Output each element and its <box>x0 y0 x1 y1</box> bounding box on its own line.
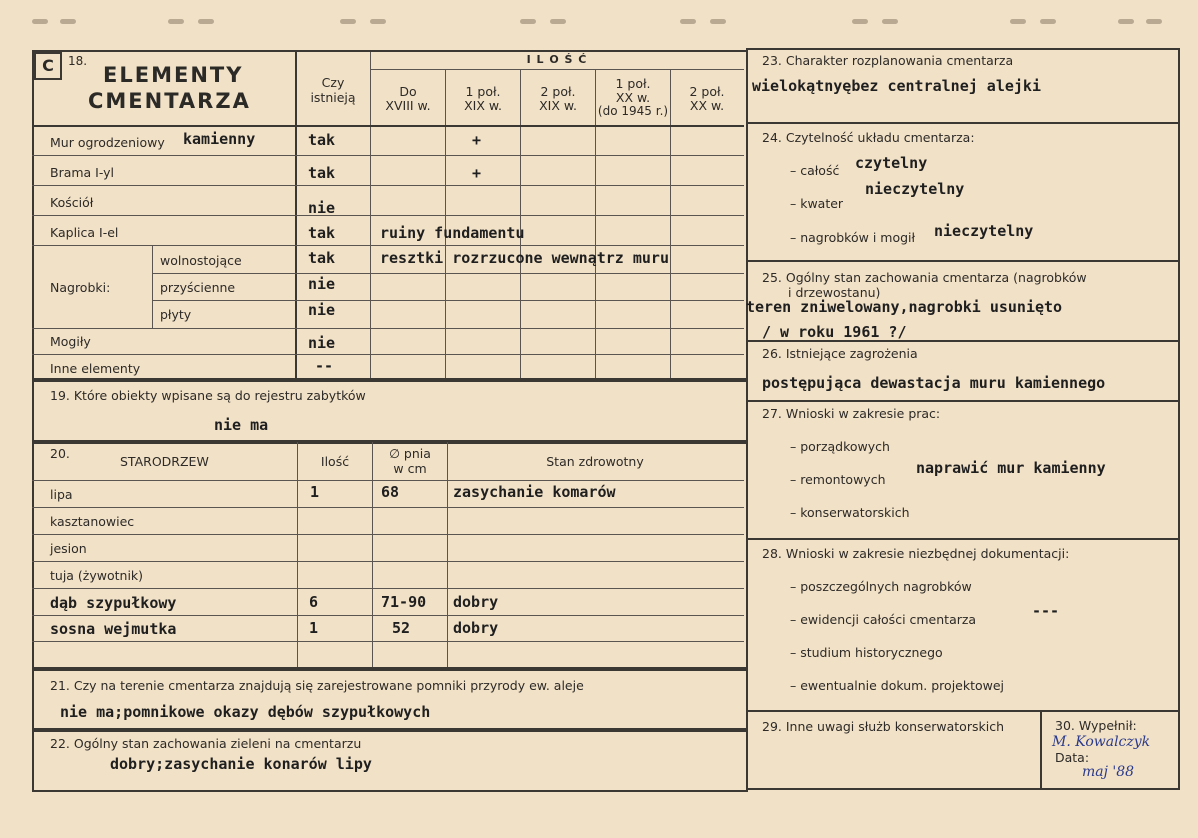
tree-qty-sosna: 1 <box>309 619 319 637</box>
section-letter: C <box>34 52 62 80</box>
period-3-line1: 2 poł. <box>540 84 576 99</box>
tree-qty-dab: 6 <box>309 593 319 611</box>
period-5-line1: 2 poł. <box>689 84 725 99</box>
row-exists-mogily: nie <box>308 334 336 352</box>
s30-date-label: Data: <box>1055 750 1090 765</box>
s25-label-line2: i drzewostanu) <box>788 285 881 300</box>
row-note-kaplica: ruiny fundamentu <box>380 224 525 242</box>
tree-diam-dab: 71-90 <box>381 593 427 611</box>
row-mark-brama: + <box>472 164 482 182</box>
s28-item-nagrobkow: – poszczególnych nagrobków <box>790 579 972 594</box>
row-label-inne: Inne elementy <box>50 361 141 376</box>
nagrobki-plyty-label: płyty <box>160 307 192 322</box>
s20-title: STARODRZEW <box>120 454 209 469</box>
s26-value: postępująca dewastacja muru kamiennego <box>762 374 1106 392</box>
s23-value: wielokątnyębez centralnej alejki <box>752 77 1041 95</box>
s21-value: nie ma;pomnikowe okazy dębów szypułkowych <box>60 703 431 721</box>
s24-item-kwater: – kwater <box>790 196 844 211</box>
tree-health-dab: dobry <box>453 593 499 611</box>
nagrobki-wolnostojace-label: wolnostojące <box>160 253 242 268</box>
s24-value-calosc: czytelny <box>855 154 928 172</box>
period-1-line2: XVIII w. <box>385 98 431 113</box>
s19-label: 19. Które obiekty wpisane są do rejestru zabytków <box>50 388 366 403</box>
tree-qty-lipa: 1 <box>310 483 320 501</box>
period-3-line2: XIX w. <box>539 98 577 113</box>
s30-label: 30. Wypełnił: <box>1055 718 1137 733</box>
section-18-number: 18. <box>68 54 88 68</box>
ilosc-header: I L O Ś Ć <box>526 53 588 66</box>
nagrobki-przyscienne-exists: nie <box>308 275 336 293</box>
tree-name-sosna: sosna wejmutka <box>50 620 177 638</box>
s20-col-health: Stan zdrowotny <box>546 454 644 469</box>
row-mark-mur: + <box>472 131 482 149</box>
s24-item-nagrobkow: – nagrobków i mogił <box>790 230 916 245</box>
s26-label: 26. Istniejące zagrożenia <box>762 346 918 361</box>
row-label-kaplica: Kaplica I-el <box>50 225 119 240</box>
s27-item-konserwatorskich: – konserwatorskich <box>790 505 910 520</box>
s22-value: dobry;zasychanie konarów lipy <box>110 755 372 773</box>
s25-value-line2: / w roku 1961 ?/ <box>762 323 907 341</box>
tree-name-kasztanowiec: kasztanowiec <box>50 514 135 529</box>
s25-value-line1: teren zniwelowany,nagrobki usunięto <box>746 298 1063 316</box>
row-typed-mur: kamienny <box>183 130 256 148</box>
period-4-line2: XX w. <box>615 90 651 105</box>
s21-label: 21. Czy na terenie cmentarza znajdują się zarejestrowane pomniki przyrody ew. aleje <box>50 678 584 693</box>
nagrobki-wolnostojace-note: resztki rozrzucone wewnątrz muru <box>380 249 669 267</box>
s20-col-diam-line2: w cm <box>393 461 427 476</box>
s27-item-porzadkowych: – porządkowych <box>790 439 890 454</box>
row-exists-brama: tak <box>308 164 336 182</box>
s24-value-kwater: nieczytelny <box>865 180 965 198</box>
s27-value: naprawić mur kamienny <box>916 459 1106 477</box>
row-exists-kosciol: nie <box>308 199 336 217</box>
s28-item-projektowej: – ewentualnie dokum. projektowej <box>790 678 1005 693</box>
s28-value: --- <box>1032 602 1060 620</box>
s27-label: 27. Wnioski w zakresie prac: <box>762 406 941 421</box>
tree-name-tuja: tuja (żywotnik) <box>50 568 144 583</box>
s19-value: nie ma <box>214 416 269 434</box>
period-4-line3: (do 1945 r.) <box>597 104 669 118</box>
s28-item-studium: – studium historycznego <box>790 645 943 660</box>
s20-col-qty: Ilość <box>320 454 350 469</box>
row-exists-kaplica: tak <box>308 224 336 242</box>
s28-item-ewidencji: – ewidencji całości cmentarza <box>790 612 977 627</box>
nagrobki-plyty-exists: nie <box>308 301 336 319</box>
s30-signature: M. Kowalczyk <box>1052 734 1151 750</box>
period-1-line1: Do <box>399 84 417 99</box>
s25-label-line1: 25. Ogólny stan zachowania cmentarza (nagrobków <box>762 270 1087 285</box>
tree-health-sosna: dobry <box>453 619 499 637</box>
tree-name-jesion: jesion <box>50 541 87 556</box>
row-label-mogily: Mogiły <box>50 334 91 349</box>
tree-diam-sosna: 52 <box>392 619 411 637</box>
tree-name-dab: dąb szypułkowy <box>50 594 177 612</box>
row-exists-mur: tak <box>308 131 336 149</box>
s18-title-line2: CMENTARZA <box>88 89 251 113</box>
s18-title-line1: ELEMENTY <box>103 63 244 87</box>
s27-item-remontowych: – remontowych <box>790 472 886 487</box>
row-label-brama: Brama I-yl <box>50 165 115 180</box>
period-2-line2: XIX w. <box>464 98 502 113</box>
tree-name-lipa: lipa <box>50 487 73 502</box>
tree-diam-lipa: 68 <box>381 483 400 501</box>
col-exists-line2: istnieją <box>310 90 356 105</box>
row-exists-inne: -- <box>315 357 334 375</box>
s20-col-diam-line1: ∅ pnia <box>389 446 431 461</box>
period-2-line1: 1 poł. <box>465 84 501 99</box>
tree-health-lipa: zasychanie komarów <box>453 483 616 501</box>
nagrobki-label: Nagrobki: <box>50 280 111 295</box>
row-label-mur: Mur ogrodzeniowy <box>50 135 165 150</box>
nagrobki-wolnostojace-exists: tak <box>308 249 336 267</box>
row-label-kosciol: Kościół <box>50 195 94 210</box>
col-exists-line1: Czy <box>321 75 345 90</box>
s30-date: maj '88 <box>1082 764 1135 780</box>
period-5-line2: XX w. <box>689 98 725 113</box>
s24-item-calosc: – całość <box>790 163 840 178</box>
s23-label: 23. Charakter rozplanowania cmentarza <box>762 53 1014 68</box>
s24-value-nagrobkow: nieczytelny <box>934 222 1034 240</box>
period-4-line1: 1 poł. <box>615 76 651 91</box>
s28-label: 28. Wnioski w zakresie niezbędnej dokumentacji: <box>762 546 1070 561</box>
s29-label: 29. Inne uwagi służb konserwatorskich <box>762 719 1004 734</box>
nagrobki-przyscienne-label: przyścienne <box>160 280 236 295</box>
s20-number: 20. <box>50 446 70 461</box>
s24-label: 24. Czytelność układu cmentarza: <box>762 130 975 145</box>
s22-label: 22. Ogólny stan zachowania zieleni na cmentarzu <box>50 736 362 751</box>
